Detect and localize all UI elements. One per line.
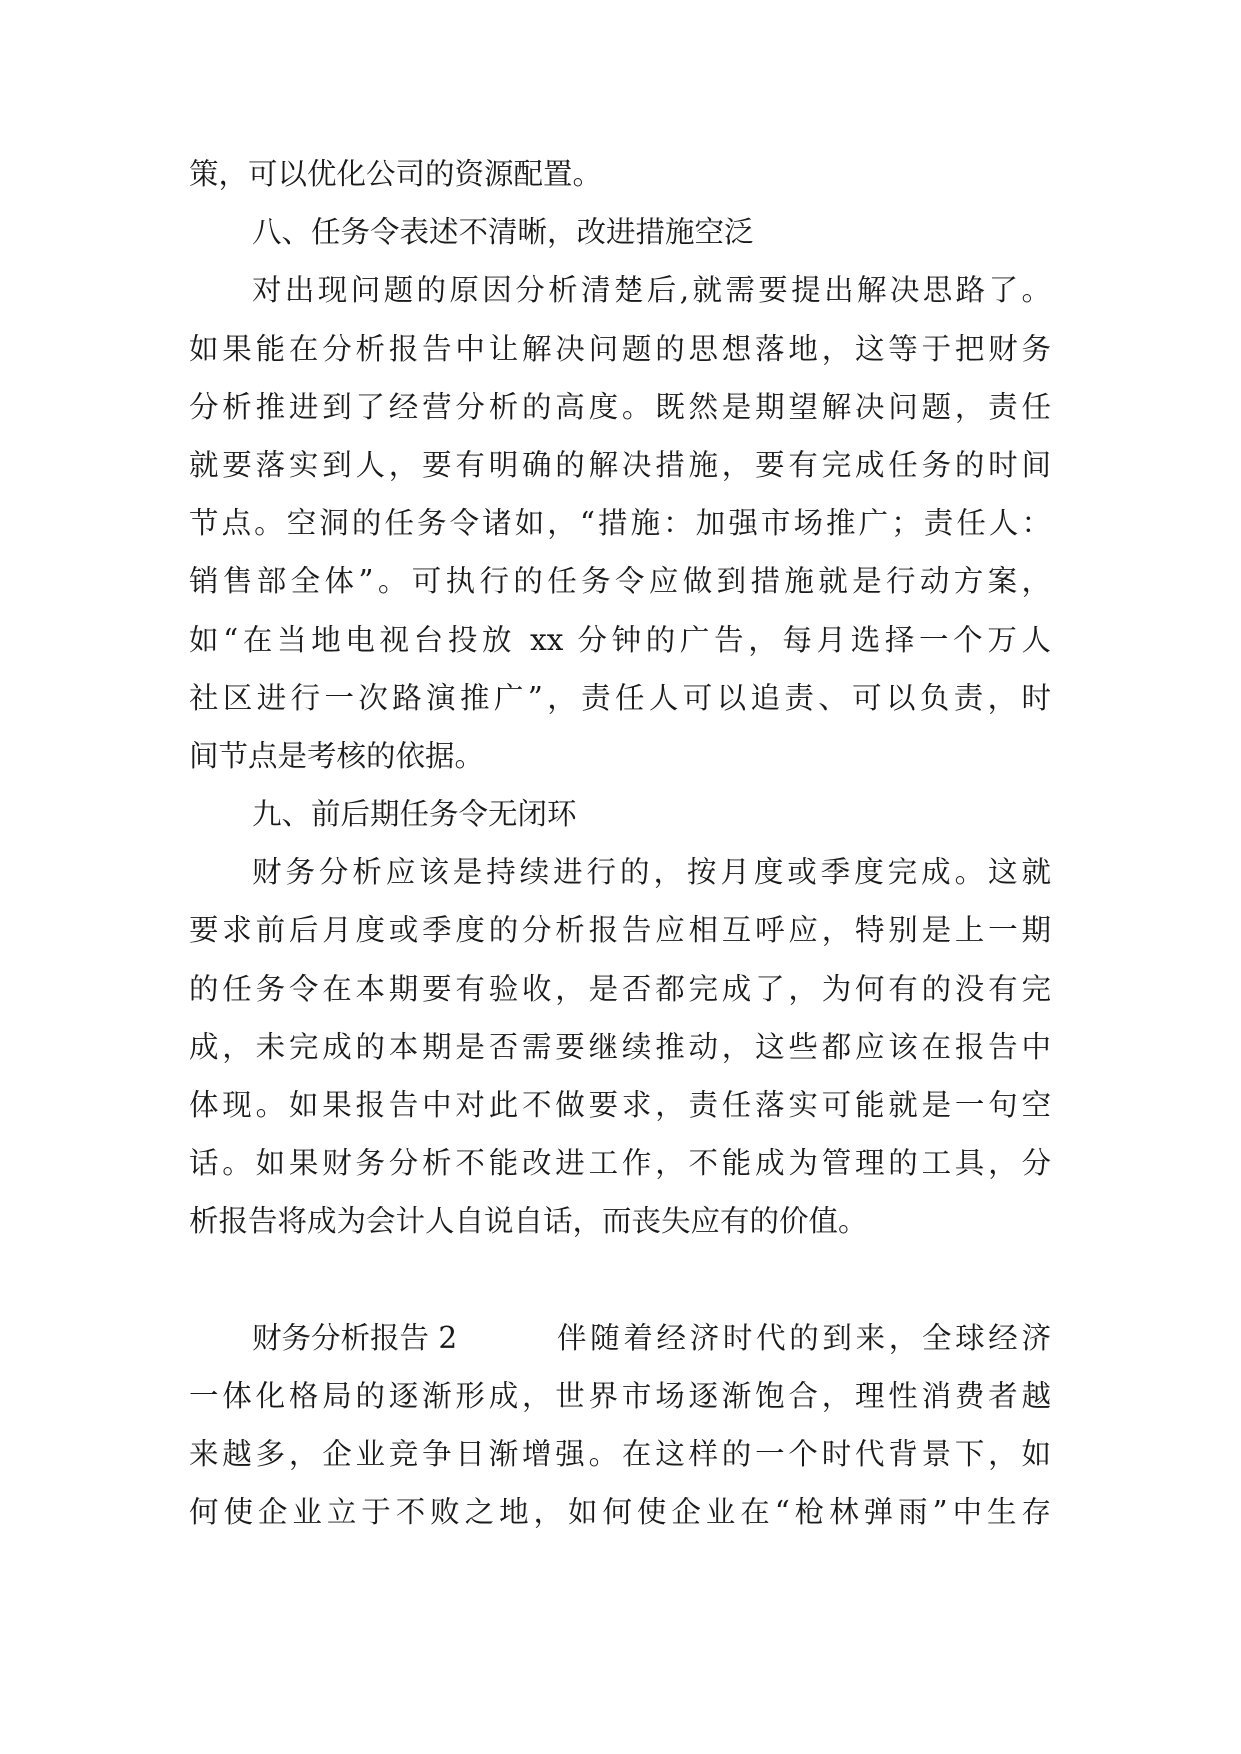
paragraph-line: 析报告将成为会计人自说自话，而丧失应有的价值。 [189, 1204, 868, 1239]
section-heading-9: 九、前后期任务令无闭环 [252, 797, 577, 832]
paragraph-line: 一体化格局的逐渐形成，世界市场逐渐饱合，理性消费者越 [189, 1378, 1051, 1413]
paragraph-line: 话。如果财务分析不能改进工作，不能成为管理的工具，分 [189, 1146, 1051, 1181]
paragraph-line: 财务分析应该是持续进行的，按月度或季度完成。这就 [252, 855, 1051, 890]
paragraph-line: 社区进行一次路演推广”，责任人可以追责、可以负责，时 [189, 680, 1051, 715]
paragraph-line: 节点。空洞的任务令诸如，“措施：加强市场推广；责任人： [189, 506, 1051, 541]
paragraph-line: 体现。如果报告中对此不做要求，责任落实可能就是一句空 [189, 1088, 1051, 1122]
paragraph-line: 成，未完成的本期是否需要继续推动，这些都应该在报告中 [189, 1029, 1051, 1064]
report2-first-line [189, 1309, 1051, 1367]
paragraph-line: 的任务令在本期要有验收，是否都完成了，为何有的没有完 [189, 971, 1051, 1006]
report2-title: 财务分析报告 2 [252, 1320, 458, 1355]
paragraph-line: 来越多，企业竞争日渐增强。在这样的一个时代背景下，如 [189, 1437, 1051, 1472]
paragraph-line: 就要落实到人，要有明确的解决措施，要有完成任务的时间 [189, 447, 1051, 482]
document-body [189, 145, 1051, 1542]
section-heading-8: 八、任务令表述不清晰，改进措施空泛 [252, 215, 754, 250]
paragraph-line: 如“在当地电视台投放 xx 分钟的广告，每月选择一个万人 [189, 622, 1051, 657]
paragraph-line: 如果能在分析报告中让解决问题的思想落地，这等于把财务 [189, 331, 1051, 366]
paragraph-line: 销售部全体”。可执行的任务令应做到措施就是行动方案， [189, 564, 1051, 599]
text-line: 策，可以优化公司的资源配置。 [189, 157, 603, 191]
paragraph-line: 要求前后月度或季度的分析报告应相互呼应，特别是上一期 [189, 913, 1051, 948]
blank-line [189, 1251, 1051, 1309]
paragraph-line: 分析推进到了经营分析的高度。既然是期望解决问题，责任 [189, 389, 1051, 424]
paragraph-line: 间节点是考核的依据。 [189, 738, 485, 773]
paragraph-line: 何使企业立于不败之地，如何使企业在“枪林弹雨”中生存 [189, 1495, 1051, 1530]
paragraph-line: 伴随着经济时代的到来，全球经济 [557, 1320, 1051, 1355]
paragraph-line: 对出现问题的原因分析清楚后,就需要提出解决思路了。 [252, 273, 1051, 308]
